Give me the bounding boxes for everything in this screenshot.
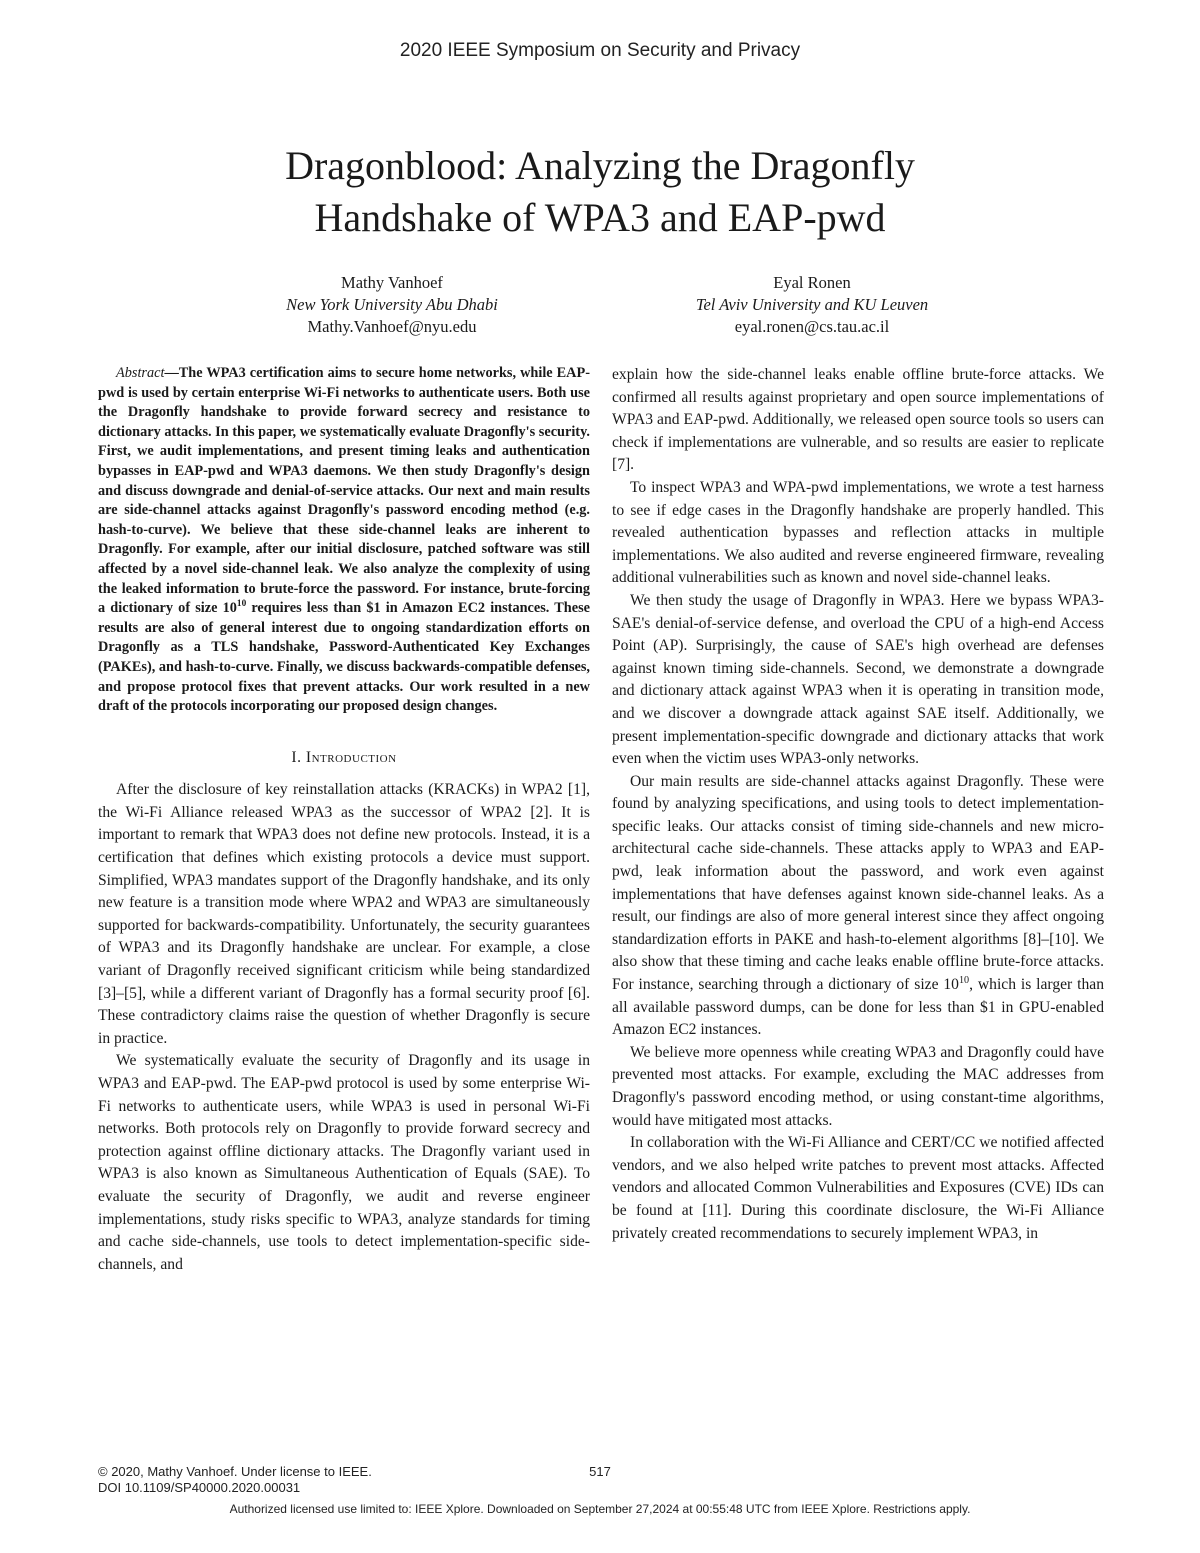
authorized-use-notice: Authorized licensed use limited to: IEEE Xplore. Downloaded on September 27,2024 at 00:55:48 UTC from IEEE Xplore. Restrictions apply. (229, 1502, 971, 1516)
paper-title-line-1: Dragonblood: Analyzing the Dragonfly (285, 143, 915, 188)
abstract (98, 364, 590, 717)
author-block-1 (212, 272, 572, 338)
author-block-2 (632, 272, 992, 338)
paper-title-line-2: Handshake of WPA3 and EAP-pwd (314, 195, 886, 240)
right-paragraph-6: In collaboration with the Wi-Fi Alliance and CERT/CC we notified affected vendors, and we also helped write patches to prevent most attacks. Affected vendors and allocated Common Vulnerabilities and Exposures (CVE) IDs can be found at [11]. During this coordinate disclosure, the Wi-Fi Alliance privately created recommendations to securely implement WPA3, in (612, 1134, 1104, 1242)
author-affiliation: Tel Aviv University and KU Leuven (695, 295, 929, 314)
copyright-notice: © 2020, Mathy Vanhoef. Under license to IEEE. (98, 1464, 372, 1479)
abstract-label: Abstract (116, 365, 165, 381)
footer-copyright-block (98, 1464, 372, 1496)
author-affiliation: New York University Abu Dhabi (286, 295, 498, 314)
right-paragraph-2: To inspect WPA3 and WPA-pwd implementations, we wrote a test harness to see if edge cases in the Dragonfly handshake are properly handled. This revealed authentication bypasses and reflection attacks in multiple implementations. We also audited and reverse engineered firmware, revealing additional vulnerabilities such as known and novel side-channel leaks. (612, 478, 1104, 587)
doi: DOI 10.1109/SP40000.2020.00031 (98, 1480, 301, 1495)
section-title: Introduction (305, 748, 397, 766)
author-name: Eyal Ronen (773, 273, 851, 292)
abstract-text-2: requires less than $1 in Amazon EC2 instances. These results are also of general interest due to ongoing standardization efforts on Dragonfly as a TLS handshake, Password-Authenticated Key Exchanges (PAKEs), and hash-to-curve. Finally, we discuss backwards-compatible defenses, and propose protocol fixes that prevent attacks. Our work resulted in a new draft of the protocols incorporating our proposed design changes. (98, 600, 591, 715)
section-heading-introduction (98, 747, 590, 770)
intro-paragraph-1: After the disclosure of key reinstallation attacks (KRACKs) in WPA2 [1], the Wi-Fi Alliance released WPA3 as the successor of WPA2 [2]. It is important to remark that WPA3 does not define new protocols. Instead, it is a certification that defines which existing protocols a device must support. Simplified, WPA3 mandates support of the Dragonfly handshake, and its only new feature is a transition mode where WPA2 and WPA3 are simultaneously supported for backwards-compatibility. Unfortunately, the security guarantees of WPA3 and its Dragonfly handshake are unclear. For example, a close variant of Dragonfly received significant criticism while being standardized [3]–[5], while a different variant of Dragonfly has a formal security proof [6]. These contradictory claims raise the question of whether Dragonfly is secure in practice. (98, 781, 590, 1047)
paper-title (0, 140, 1200, 244)
right-paragraph-1: explain how the side-channel leaks enable offline brute-force attacks. We confirmed all results against proprietary and open source implementations of WPA3 and EAP-pwd. Additionally, we released open source tools so users can check if implementations are vulnerable, and so results are easier to replicate [7]. (612, 366, 1104, 474)
right-paragraph-4-exponent: 10 (958, 974, 970, 986)
author-email: eyal.ronen@cs.tau.ac.il (734, 317, 890, 336)
right-paragraph-4-text-1: Our main results are side-channel attacks against Dragonfly. These were found by analyzing specifications, and using tools to detect implementation-specific leaks. Our attacks consist of timing side-channels and new micro-architectural cache side-channels. These attacks apply to WPA3 and EAP-pwd, leak information about the password, and work even against implementations that have defenses against known side-channel leaks. As a result, our findings are also of more general interest since they affect ongoing standardization efforts in PAKE and hash-to-element algorithms [8]–[10]. We also show that these timing and cache leaks enable offline brute-force attacks. For instance, searching through a dictionary of size 10 (612, 772, 1104, 994)
right-paragraph-3: We then study the usage of Dragonfly in WPA3. Here we bypass WPA3-SAE's denial-of-service defense, and overload the CPU of a high-end Access Point (AP). Surprisingly, the cause of SAE's high overhead are defenses against known timing side-channels. Second, we demonstrate a downgrade and dictionary attack against WPA3 when it is operating in transition mode, and we discover a downgrade attack against SAE itself. Additionally, we present implementation-specific downgrade and dictionary attacks that work even when the victim uses WPA3-only networks. (612, 591, 1104, 768)
author-name: Mathy Vanhoef (341, 273, 443, 292)
page-number: 517 (589, 1464, 611, 1479)
intro-paragraph-2: We systematically evaluate the security of Dragonfly and its usage in WPA3 and EAP-pwd. The EAP-pwd protocol is used by some enterprise Wi-Fi networks to authenticate users, while WPA3 is used in personal Wi-Fi networks. Both protocols rely on Dragonfly to provide forward secrecy and protection against offline dictionary attacks. The Dragonfly variant used in WPA3 is also known as Simultaneous Authentication of Equals (SAE). To evaluate the security of Dragonfly, we audit and reverse engineer implementations, study risks specific to WPA3, analyze standards for timing and cache side-channels, use tools to detect implementation-specific side-channels, and (98, 1052, 590, 1273)
section-number: I. (291, 748, 302, 766)
abstract-text-1: —The WPA3 certification aims to secure home networks, while EAP-pwd is used by certain enterprise Wi-Fi networks to authenticate users. Both use the Dragonfly handshake to provide forward secrecy and resistance to dictionary attacks. In this paper, we systematically evaluate Dragonfly's security. First, we audit implementations, and present timing leaks and authentication bypasses in EAP-pwd and WPA3 daemons. We then study Dragonfly's design and discuss downgrade and denial-of-service attacks. Our next and main results are side-channel attacks against Dragonfly's password encoding method (e.g. hash-to-curve). We believe that these side-channel leaks are inherent to Dragonfly. For example, after our initial disclosure, patched software was still affected by a novel side-channel leak. We also analyze the complexity of using the leaked information to brute-force the password. For instance, brute-forcing a dictionary of size 10 (98, 365, 590, 617)
right-column (612, 364, 1104, 1245)
abstract-exponent: 10 (236, 599, 247, 610)
right-paragraph-4-text-2: , which is larger than all available password dumps, can be done for less than $1 in GPU-enabled Amazon EC2 instances. (612, 976, 1104, 1039)
right-paragraph-4 (612, 771, 1104, 1042)
conference-header: 2020 IEEE Symposium on Security and Privacy (399, 40, 801, 61)
right-paragraph-5: We believe more openness while creating WPA3 and Dragonfly could have prevented most attacks. For example, excluding the MAC addresses from Dragonfly's password encoding method, or using constant-time algorithms, would have mitigated most attacks. (612, 1043, 1104, 1129)
author-email: Mathy.Vanhoef@nyu.edu (307, 317, 477, 336)
left-column (98, 364, 590, 1276)
